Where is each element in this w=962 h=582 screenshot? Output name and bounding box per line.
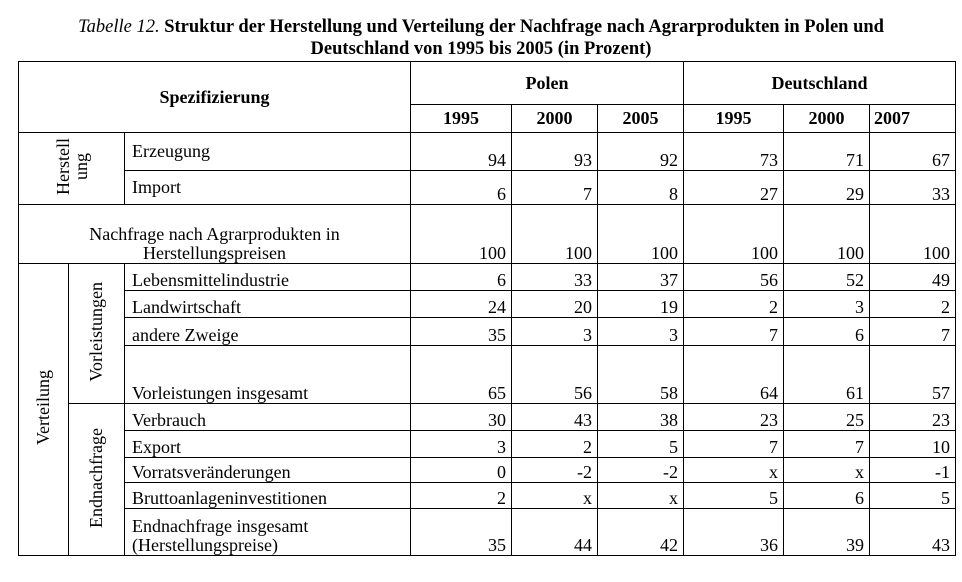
table-cell: 65 xyxy=(411,346,512,404)
nachfrage-line-2: Herstellungspreisen xyxy=(143,243,286,263)
row-label: Export xyxy=(125,431,411,458)
group-herstellung-line-1: Herstell xyxy=(52,138,73,195)
table-cell: -2 xyxy=(598,458,684,483)
table-cell: 35 xyxy=(411,318,512,346)
country-header-germany: Deutschland xyxy=(684,62,956,105)
group-verteilung xyxy=(19,264,69,556)
table-cell: 5 xyxy=(870,483,956,509)
table-cell: 43 xyxy=(870,509,956,556)
caption-title-line-2: Deutschland von 1995 bis 2005 (in Prozent) xyxy=(310,39,652,59)
spec-header: Spezifizierung xyxy=(19,62,411,133)
table-cell: 33 xyxy=(870,171,956,205)
table-cell: 24 xyxy=(411,291,512,318)
country-header-poland: Polen xyxy=(411,62,684,105)
endnachfrage-total-line-2: (Herstellungspreise) xyxy=(132,535,278,555)
table-cell: 6 xyxy=(411,264,512,291)
year-header: 1995 xyxy=(684,105,784,133)
table-cell: 33 xyxy=(512,264,598,291)
table-cell: 2 xyxy=(411,483,512,509)
group-herstellung-line-2: ung xyxy=(70,153,91,180)
table-cell: 64 xyxy=(684,346,784,404)
group-endnachfrage xyxy=(69,404,125,556)
table-cell: 23 xyxy=(684,404,784,431)
table-cell: 0 xyxy=(411,458,512,483)
caption-title-line-1: Struktur der Herstellung und Verteilung der Nachfrage nach Agrarprodukten in Polen und xyxy=(164,17,884,37)
table-cell: 35 xyxy=(411,509,512,556)
header-row-countries xyxy=(19,62,956,105)
table-cell: 57 xyxy=(870,346,956,404)
row-label-endnachfrage-total xyxy=(125,509,411,556)
table-cell: 3 xyxy=(784,291,870,318)
table-caption xyxy=(0,16,962,60)
table-cell: 56 xyxy=(684,264,784,291)
table-row xyxy=(19,431,956,458)
table-row xyxy=(19,404,956,431)
table-cell: 100 xyxy=(870,205,956,264)
table-cell: 36 xyxy=(684,509,784,556)
table-row xyxy=(19,509,956,556)
row-label: Landwirtschaft xyxy=(125,291,411,318)
table-cell: 6 xyxy=(784,483,870,509)
caption-lead: Tabelle 12. xyxy=(78,17,160,37)
table-cell: 3 xyxy=(598,318,684,346)
row-label-nachfrage xyxy=(19,205,411,264)
row-label: Verbrauch xyxy=(125,404,411,431)
table-cell: x xyxy=(598,483,684,509)
table-row xyxy=(19,483,956,509)
table-cell: 100 xyxy=(684,205,784,264)
table-cell: 38 xyxy=(598,404,684,431)
table-cell: 49 xyxy=(870,264,956,291)
table-cell: 100 xyxy=(512,205,598,264)
table-cell: 92 xyxy=(598,133,684,171)
table-cell: 20 xyxy=(512,291,598,318)
table-cell: 43 xyxy=(512,404,598,431)
table-cell: 3 xyxy=(512,318,598,346)
table-cell: 61 xyxy=(784,346,870,404)
table-cell: 7 xyxy=(784,431,870,458)
table-cell: x xyxy=(512,483,598,509)
table-row xyxy=(19,291,956,318)
table-row xyxy=(19,458,956,483)
table-row xyxy=(19,205,956,264)
table-cell: 6 xyxy=(784,318,870,346)
table-cell: -2 xyxy=(512,458,598,483)
table-cell: 25 xyxy=(784,404,870,431)
table-cell: 42 xyxy=(598,509,684,556)
table-cell: x xyxy=(684,458,784,483)
table-row xyxy=(19,346,956,404)
row-label: Erzeugung xyxy=(125,133,411,171)
endnachfrage-total-line-1: Endnachfrage insgesamt xyxy=(132,516,309,536)
group-endnachfrage-label: Endnachfrage xyxy=(86,427,106,528)
table-cell: 10 xyxy=(870,431,956,458)
table-cell: 23 xyxy=(870,404,956,431)
year-header: 2000 xyxy=(512,105,598,133)
table-row xyxy=(19,318,956,346)
row-label: Bruttoanlageninvestitionen xyxy=(125,483,411,509)
year-header: 2000 xyxy=(784,105,870,133)
table-cell: 93 xyxy=(512,133,598,171)
table-cell: 67 xyxy=(870,133,956,171)
table-cell: 2 xyxy=(512,431,598,458)
row-label: Import xyxy=(125,171,411,205)
table-cell: 5 xyxy=(684,483,784,509)
table-cell: 5 xyxy=(598,431,684,458)
table-cell: 6 xyxy=(411,171,512,205)
group-herstellung xyxy=(19,133,125,205)
table-cell: 7 xyxy=(684,318,784,346)
year-header: 1995 xyxy=(411,105,512,133)
table-cell: 19 xyxy=(598,291,684,318)
table-cell: 3 xyxy=(411,431,512,458)
table-cell: 100 xyxy=(598,205,684,264)
table-cell: 30 xyxy=(411,404,512,431)
table-cell: 27 xyxy=(684,171,784,205)
table-cell: 58 xyxy=(598,346,684,404)
table-cell: 73 xyxy=(684,133,784,171)
table-cell: 8 xyxy=(598,171,684,205)
table-cell: 7 xyxy=(512,171,598,205)
table-row xyxy=(19,264,956,291)
table-cell: 39 xyxy=(784,509,870,556)
year-header: 2007 xyxy=(870,105,956,133)
row-label: Vorratsveränderungen xyxy=(125,458,411,483)
data-table xyxy=(18,61,956,556)
group-verteilung-label: Verteilung xyxy=(33,370,53,445)
table-cell: 2 xyxy=(870,291,956,318)
table-cell: x xyxy=(784,458,870,483)
caption-line-1 xyxy=(0,16,962,38)
table-row xyxy=(19,133,956,171)
table-cell: -1 xyxy=(870,458,956,483)
table-cell: 71 xyxy=(784,133,870,171)
row-label: Lebensmittelindustrie xyxy=(125,264,411,291)
table-cell: 100 xyxy=(784,205,870,264)
group-vorleistungen-label: Vorleistungen xyxy=(86,281,106,382)
table-cell: 2 xyxy=(684,291,784,318)
group-vorleistungen xyxy=(69,264,125,404)
nachfrage-line-1: Nachfrage nach Agrarprodukten in xyxy=(89,224,340,244)
table-cell: 7 xyxy=(684,431,784,458)
table-cell: 29 xyxy=(784,171,870,205)
table-cell: 100 xyxy=(411,205,512,264)
table-cell: 56 xyxy=(512,346,598,404)
table-row xyxy=(19,171,956,205)
table-cell: 52 xyxy=(784,264,870,291)
row-label: Vorleistungen insgesamt xyxy=(125,346,411,404)
table-cell: 94 xyxy=(411,133,512,171)
row-label: andere Zweige xyxy=(125,318,411,346)
table-cell: 37 xyxy=(598,264,684,291)
table-cell: 44 xyxy=(512,509,598,556)
table-cell: 7 xyxy=(870,318,956,346)
year-header: 2005 xyxy=(598,105,684,133)
